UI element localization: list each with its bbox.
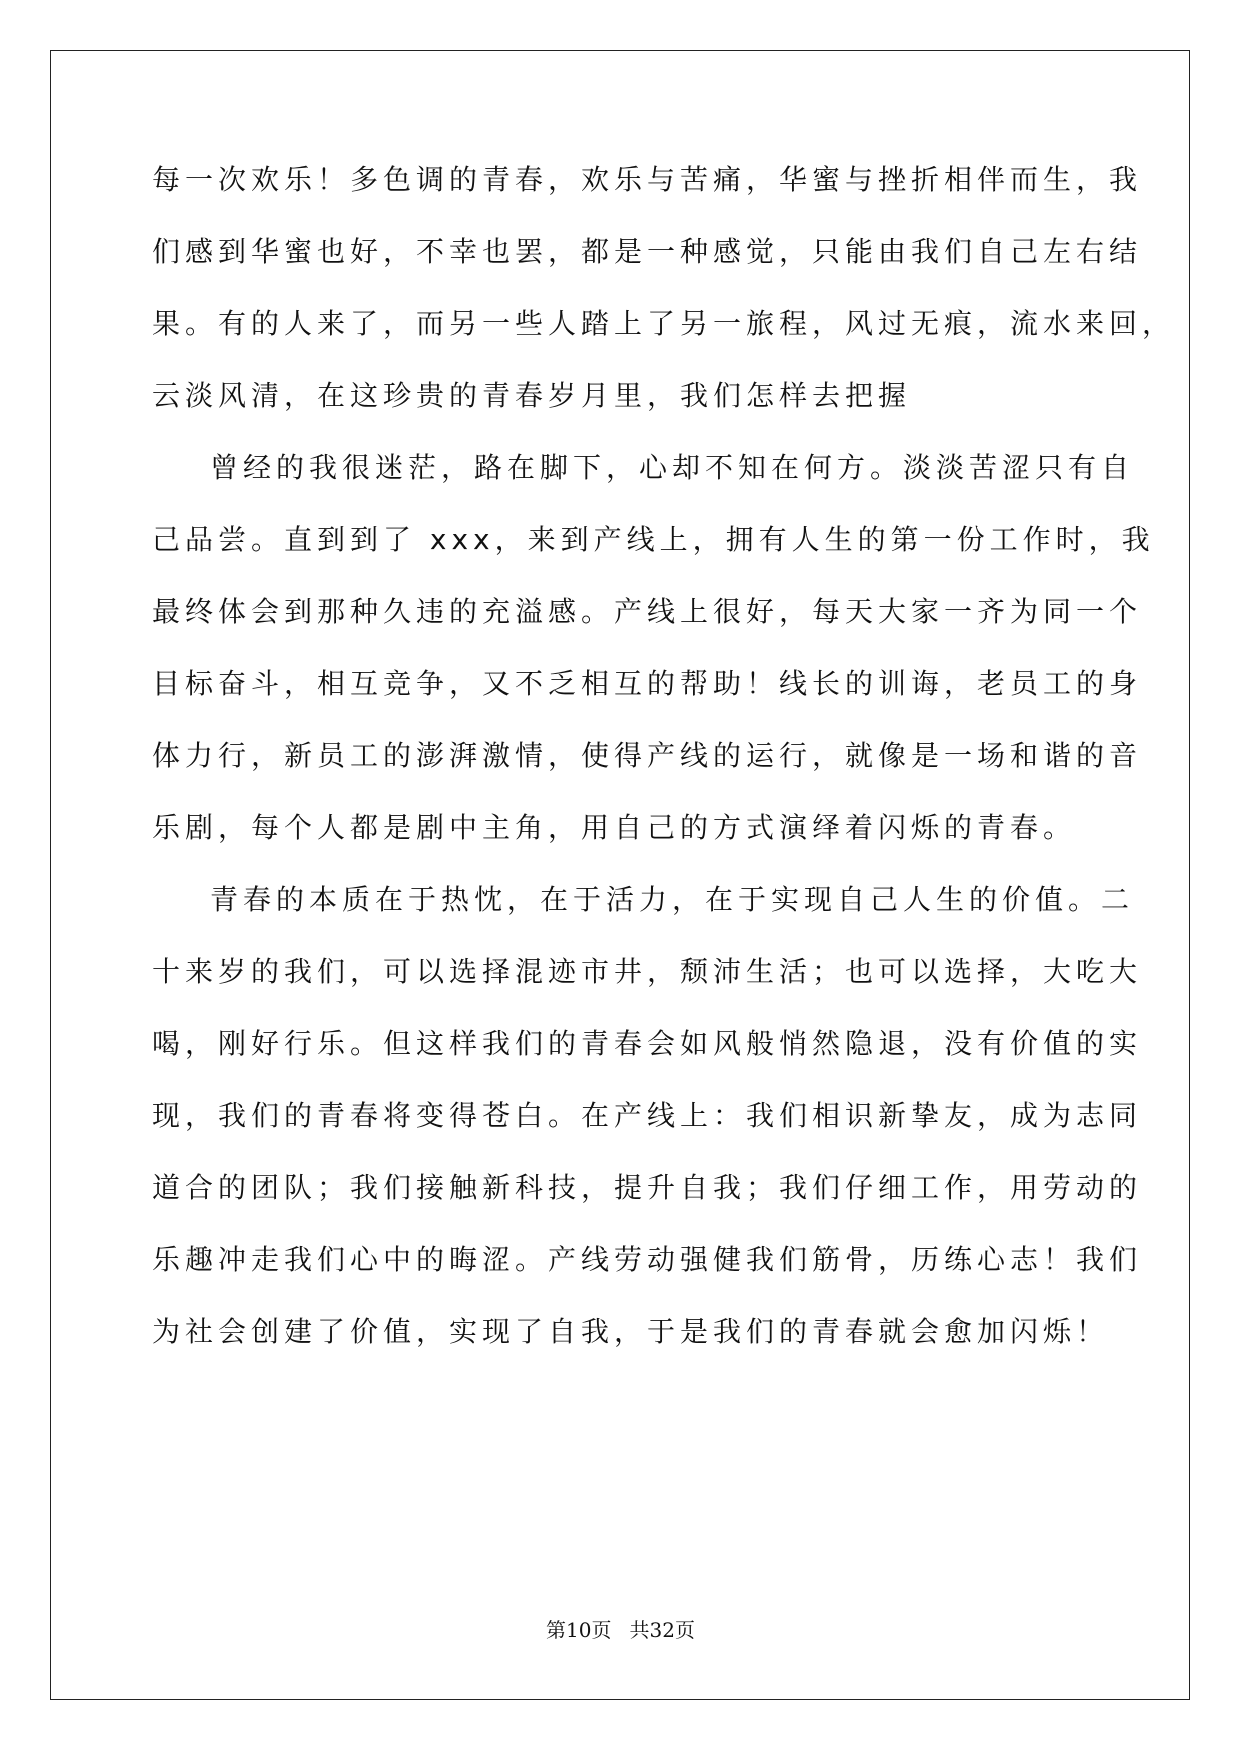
text-line: 现，我们的青春将变得苍白。在产线上：我们相识新挚友，成为志同 — [152, 1099, 1143, 1132]
text-line: 乐剧，每个人都是剧中主角，用自己的方式演绎着闪烁的青春。 — [152, 811, 1077, 844]
text-line: 云淡风清，在这珍贵的青春岁月里，我们怎样去把握 — [152, 379, 912, 412]
text-line: 果。有的人来了，而另一些人踏上了另一旅程，风过无痕，流水来回， — [152, 307, 1176, 340]
text-line: 己品尝。直到到了 xxx，来到产线上，拥有人生的第一份工作时，我 — [152, 523, 1155, 556]
text-line: 目标奋斗，相互竞争，又不乏相互的帮助！线长的训诲，老员工的身 — [152, 667, 1143, 700]
text-line: 喝，刚好行乐。但这样我们的青春会如风般悄然隐退，没有价值的实 — [152, 1027, 1143, 1060]
text-line: 最终体会到那种久违的充溢感。产线上很好，每天大家一齐为同一个 — [152, 595, 1143, 628]
text-line: 每一次欢乐！多色调的青春，欢乐与苦痛，华蜜与挫折相伴而生，我 — [152, 163, 1143, 196]
page-border — [50, 50, 1190, 1700]
text-line: 们感到华蜜也好，不幸也罢，都是一种感觉，只能由我们自己左右结 — [152, 235, 1143, 268]
text-line: 十来岁的我们，可以选择混迹市井，颓沛生活；也可以选择，大吃大 — [152, 955, 1143, 988]
paragraph-first-line: 青春的本质在于热忱，在于活力，在于实现自己人生的价值。二 — [210, 883, 1135, 916]
text-line: 为社会创建了价值，实现了自我，于是我们的青春就会愈加闪烁！ — [152, 1315, 1110, 1348]
total-pages: 共32页 — [629, 1618, 695, 1642]
text-line: 道合的团队；我们接触新科技，提升自我；我们仔细工作，用劳动的 — [152, 1171, 1143, 1204]
text-line: 体力行，新员工的澎湃激情，使得产线的运行，就像是一场和谐的音 — [152, 739, 1143, 772]
page-footer — [0, 1614, 1241, 1643]
paragraph-first-line: 曾经的我很迷茫，路在脚下，心却不知在何方。淡淡苦涩只有自 — [210, 451, 1135, 484]
page-number: 第10页 — [546, 1618, 612, 1642]
text-line: 乐趣冲走我们心中的晦涩。产线劳动强健我们筋骨，历练心志！我们 — [152, 1243, 1143, 1276]
